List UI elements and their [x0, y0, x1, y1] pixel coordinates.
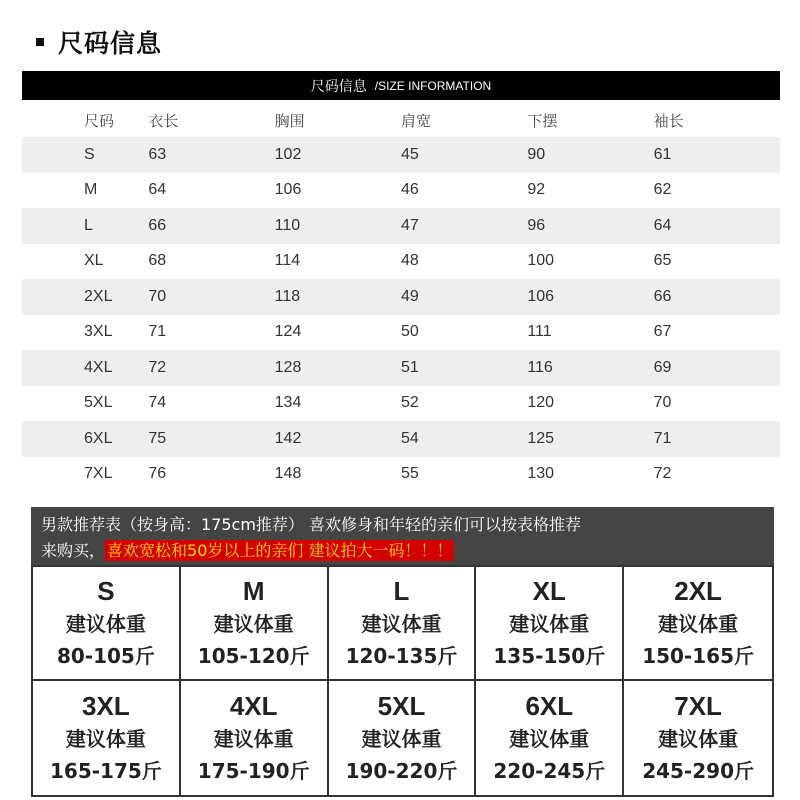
table-cell: 64: [148, 181, 167, 199]
table-cell: 148: [274, 465, 302, 483]
recommendation-highlight: 喜欢宽松和50岁以上的亲们 建议拍大一码！！！: [107, 541, 453, 560]
table-cell: 46: [400, 181, 419, 199]
weight-cell-range: 190-220斤: [345, 759, 458, 783]
table-row: [22, 173, 780, 209]
column-header: 袖长: [653, 111, 684, 130]
table-row: [22, 350, 780, 386]
weight-cell-label: 建议体重: [658, 727, 739, 751]
table-cell: 51: [401, 350, 527, 386]
table-row: [22, 386, 780, 422]
table-cell: 45: [401, 137, 527, 173]
recommendation-line-2: [41, 538, 454, 561]
recommendation-line-1: 男款推荐表（按身高：175cm推荐） 喜欢修身和年轻的亲们可以按表格推荐: [41, 515, 582, 534]
weight-cell: [329, 567, 477, 681]
table-cell: 142: [275, 421, 401, 457]
table-cell: 52: [400, 394, 419, 412]
table-cell: 110: [275, 208, 401, 244]
weight-cell-range: 80-105斤: [56, 644, 155, 668]
weight-cell: [476, 681, 624, 795]
weight-cell-label: 建议体重: [65, 612, 146, 636]
weight-cell-range: 105-120斤: [197, 644, 310, 668]
weight-cell-range: 135-150斤: [493, 644, 606, 668]
table-cell: 48: [400, 252, 419, 270]
table-cell: 128: [275, 350, 401, 386]
table-cell: 47: [401, 208, 527, 244]
weight-cell-range: 245-290斤: [642, 759, 754, 783]
table-cell: 116: [527, 350, 653, 386]
table-cell: 63: [148, 137, 274, 173]
table-cell: 118: [275, 279, 401, 315]
table-cell: 125: [527, 421, 653, 457]
table-cell: 106: [527, 279, 653, 315]
weight-cell-size: M: [242, 576, 265, 606]
weight-cell: [476, 567, 624, 681]
table-row: [22, 279, 780, 315]
page-title: 尺码信息: [58, 29, 163, 58]
weight-cell: [624, 567, 772, 681]
size-info-banner: [22, 71, 780, 100]
table-row: [22, 315, 780, 351]
table-cell: 106: [274, 181, 302, 199]
weight-cell-range: 220-245斤: [493, 759, 606, 783]
recommendation-note: [31, 507, 774, 565]
weight-cell-range: 150-165斤: [642, 644, 754, 668]
table-cell: 111: [527, 323, 552, 341]
table-cell: 76: [148, 465, 167, 483]
weight-cell: [33, 681, 181, 795]
weight-cell-label: 建议体重: [213, 612, 294, 636]
column-header: 衣长: [148, 111, 179, 130]
column-header: 胸围: [274, 111, 305, 130]
weight-cell-size: 7XL: [674, 691, 722, 721]
weight-cell-size: 5XL: [377, 691, 426, 721]
table-cell: 6XL: [22, 421, 148, 457]
weight-cell: [624, 681, 772, 795]
recommendation-prefix: 来购买，: [41, 541, 106, 560]
weight-cell-size: XL: [532, 576, 566, 606]
weight-cell-label: 建议体重: [509, 727, 590, 751]
weight-cell-size: S: [97, 576, 115, 606]
table-cell: 72: [148, 350, 274, 386]
table-cell: 100: [527, 252, 555, 270]
weight-cell-label: 建议体重: [509, 612, 590, 636]
table-cell: 4XL: [22, 350, 148, 386]
table-cell: 70: [653, 394, 672, 412]
weight-cell: [33, 567, 181, 681]
table-cell: 66: [148, 208, 274, 244]
table-cell: 96: [527, 208, 653, 244]
table-cell: 5XL: [84, 394, 113, 412]
weight-cell-range: 175-190斤: [197, 759, 310, 783]
table-cell: 69: [654, 350, 780, 386]
weight-cell-label: 建议体重: [361, 727, 442, 751]
column-header: 肩宽: [400, 111, 431, 130]
weight-cell-range: 120-135斤: [345, 644, 458, 668]
table-cell: 49: [401, 279, 527, 315]
table-header-row: [22, 103, 780, 137]
column-header: 下摆: [527, 111, 558, 130]
table-cell: 50: [400, 323, 419, 341]
weight-cell: [181, 567, 329, 681]
table-cell: 55: [400, 465, 419, 483]
weight-cell-label: 建议体重: [65, 727, 146, 751]
table-cell: XL: [84, 252, 104, 270]
table-row: [22, 457, 780, 493]
bullet-icon: [36, 38, 44, 46]
table-cell: 102: [275, 137, 401, 173]
weight-cell-size: 3XL: [82, 691, 130, 721]
column-header: 尺码: [84, 111, 115, 130]
table-cell: S: [22, 137, 148, 173]
table-cell: 92: [527, 181, 546, 199]
table-cell: 61: [654, 137, 780, 173]
weight-cell-label: 建议体重: [658, 612, 739, 636]
table-cell: M: [84, 181, 98, 199]
size-table: [22, 103, 780, 492]
weight-cell-label: 建议体重: [213, 727, 294, 751]
weight-cell-range: 165-175斤: [50, 759, 162, 783]
table-cell: 66: [654, 279, 780, 315]
weight-cell-size: 4XL: [229, 691, 278, 721]
table-cell: 124: [274, 323, 302, 341]
table-cell: 54: [401, 421, 527, 457]
table-cell: 7XL: [84, 465, 113, 483]
table-cell: 62: [653, 181, 672, 199]
table-cell: 68: [148, 252, 167, 270]
table-cell: 90: [527, 137, 653, 173]
table-cell: 71: [654, 421, 780, 457]
table-body: [22, 137, 780, 492]
weight-cell-size: 2XL: [674, 576, 722, 606]
section-heading: [36, 22, 162, 62]
table-cell: 3XL: [84, 323, 113, 341]
weight-cell: [181, 681, 329, 795]
weight-cell-size: L: [393, 576, 410, 606]
table-cell: 134: [274, 394, 302, 412]
table-cell: 64: [654, 208, 780, 244]
table-cell: 2XL: [22, 279, 148, 315]
table-cell: 130: [527, 465, 555, 483]
table-row: [22, 244, 780, 280]
banner-title-en: /SIZE INFORMATION: [374, 78, 492, 93]
table-cell: 65: [653, 252, 672, 270]
table-cell: 71: [148, 323, 167, 341]
table-cell: 120: [527, 394, 555, 412]
weight-cell-size: 6XL: [525, 691, 574, 721]
weight-cell-label: 建议体重: [361, 612, 442, 636]
banner-title-cn: 尺码信息: [310, 78, 367, 95]
table-cell: 67: [653, 323, 672, 341]
table-row: [22, 421, 780, 457]
table-cell: 114: [274, 252, 301, 270]
table-row: [22, 137, 780, 173]
table-cell: 75: [148, 421, 274, 457]
table-cell: 72: [653, 465, 672, 483]
table-cell: 70: [148, 279, 274, 315]
table-row: [22, 208, 780, 244]
table-cell: L: [22, 208, 148, 244]
weight-cell: [329, 681, 477, 795]
table-cell: 74: [148, 394, 167, 412]
weight-recommendation-grid: [31, 565, 774, 797]
